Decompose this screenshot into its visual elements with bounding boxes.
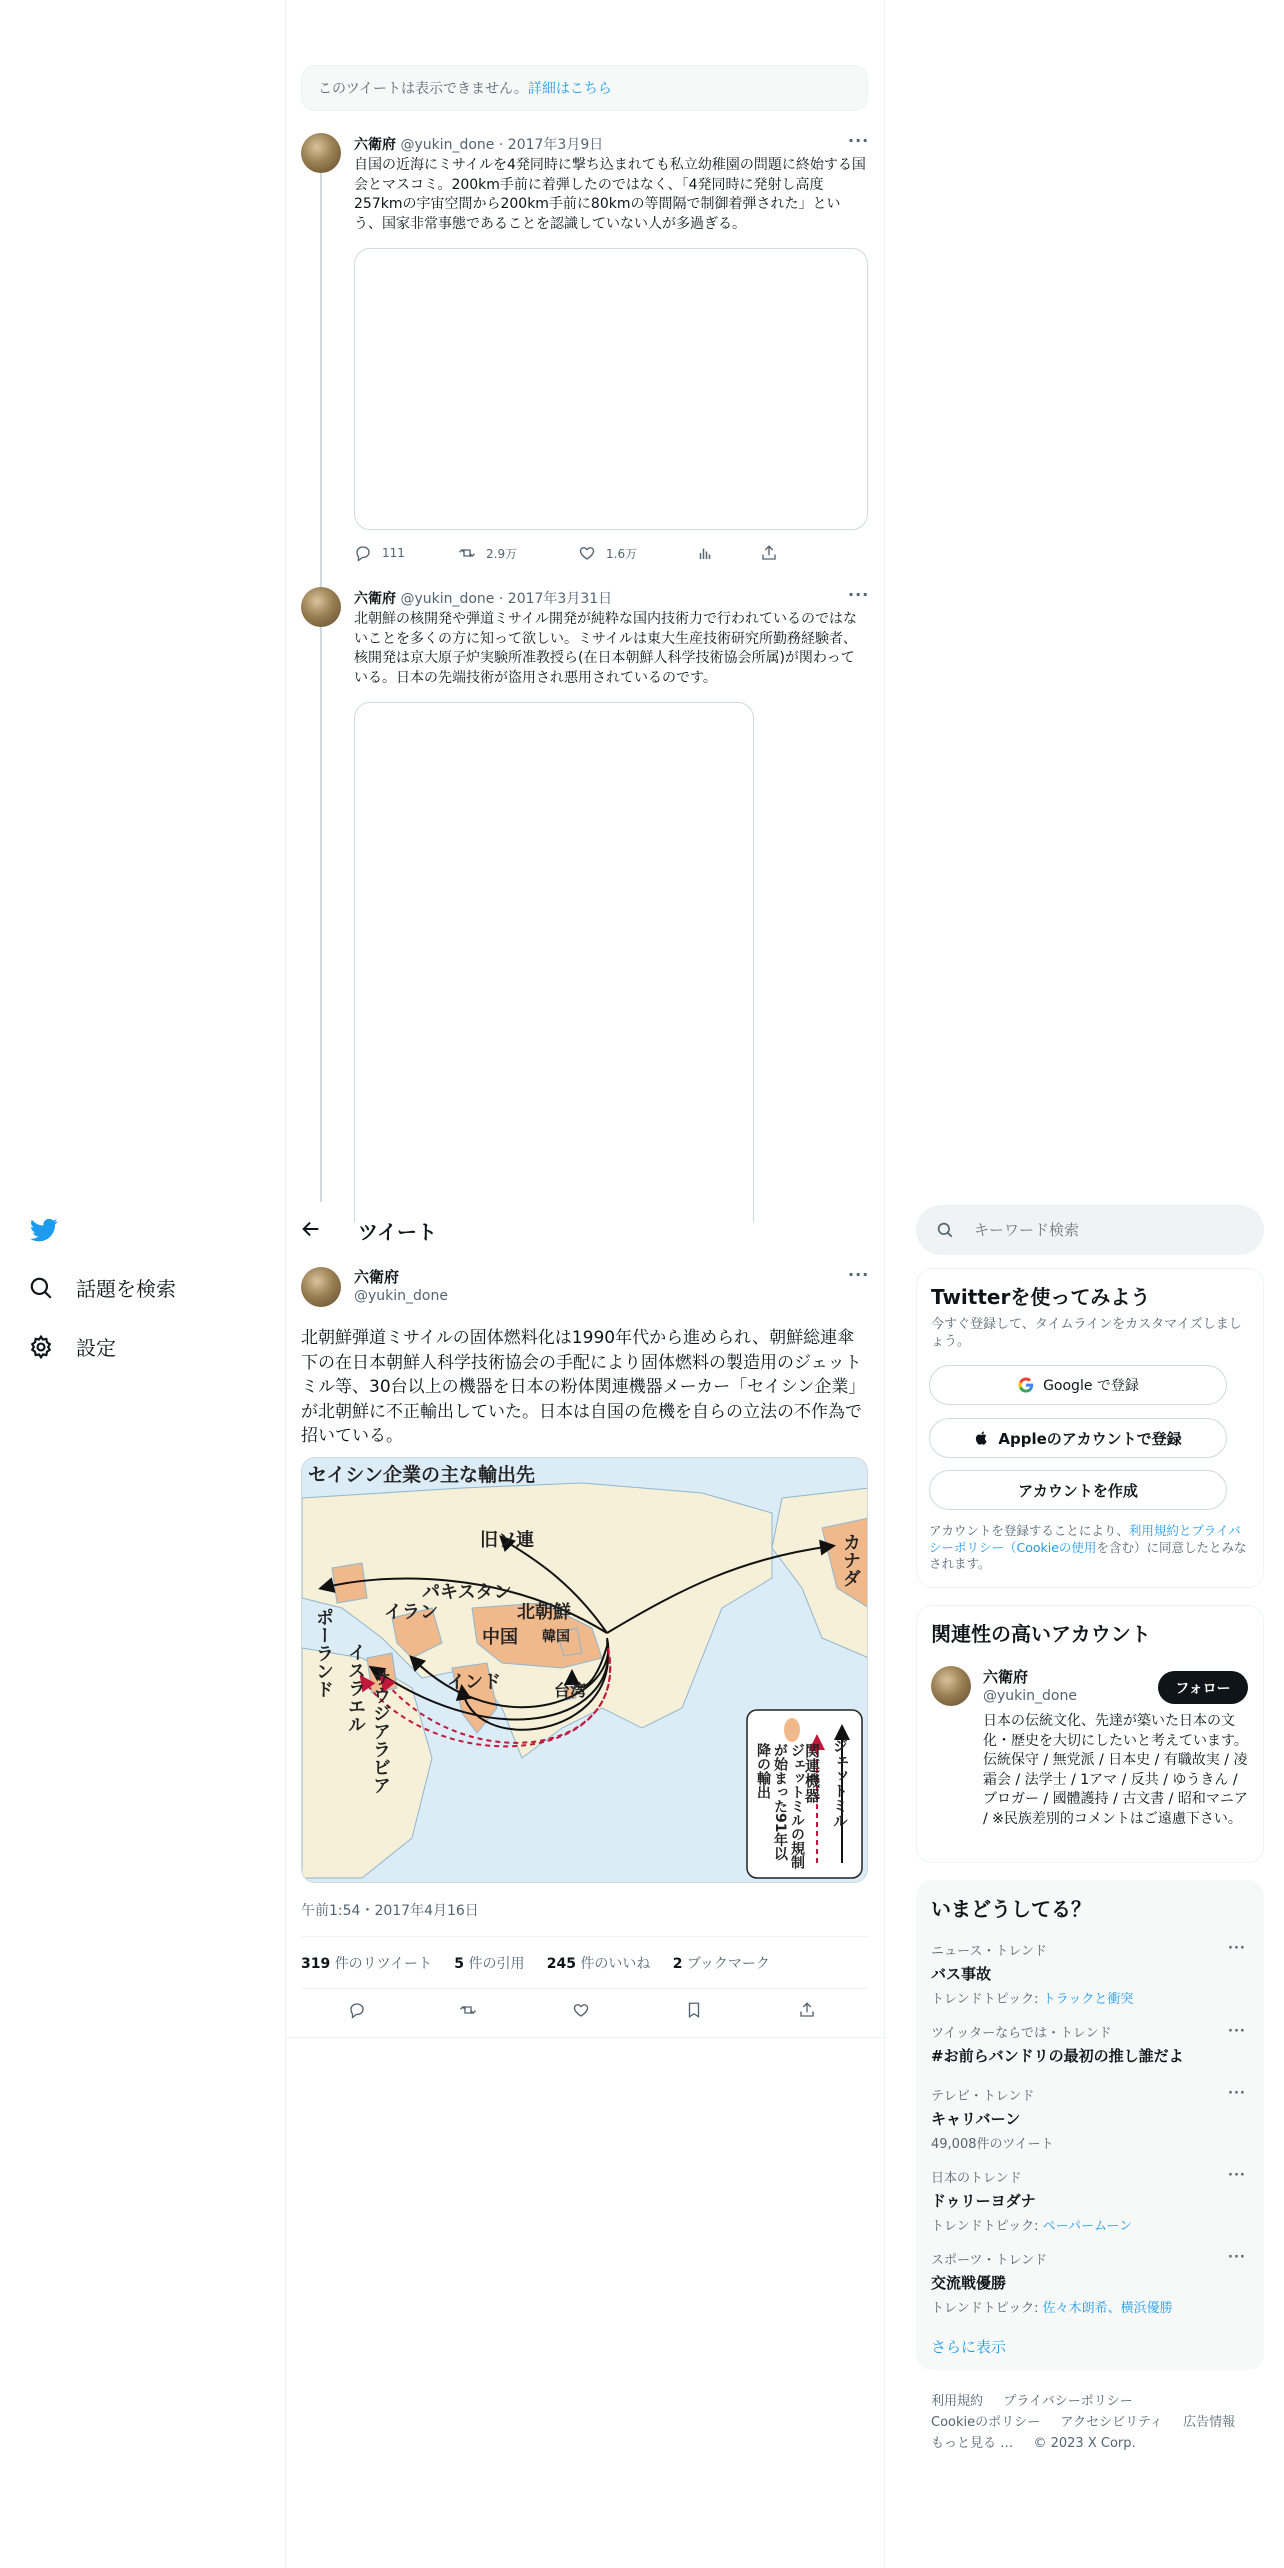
map-label-china: 中国 (482, 1627, 518, 1648)
create-account-label: アカウントを作成 (1018, 1481, 1138, 1500)
handle[interactable]: @yukin_done (400, 137, 495, 153)
trend-item[interactable] (931, 1940, 1261, 2007)
search-box[interactable] (916, 1205, 1264, 1255)
map-label-pakistan: パキスタン (422, 1582, 512, 1603)
follow-button[interactable]: フォロー (1158, 1671, 1248, 1704)
trend-item[interactable] (931, 2022, 1261, 2066)
related-title: 関連性の高いアカウント (931, 1622, 1151, 1646)
legend-related: 関連機器 (803, 1743, 821, 1803)
learn-more-link[interactable]: 詳細はこちら (527, 81, 612, 97)
share-icon (760, 544, 778, 562)
heart-icon (578, 544, 596, 562)
signup-subtitle: 今すぐ登録して、タイムラインをカスタマイズしましょう。 (931, 1317, 1242, 1349)
trend-item[interactable] (931, 2249, 1261, 2316)
trend-category: テレビ・トレンド (931, 2089, 1035, 2104)
footer-link[interactable]: Cookieのポリシー (931, 2415, 1041, 2430)
avatar[interactable] (931, 1666, 971, 1706)
thread-connector (320, 172, 322, 1202)
display-name[interactable]: 六衛府 (354, 591, 396, 607)
retweet-button[interactable] (458, 544, 517, 562)
more-options-icon[interactable]: ··· (848, 585, 870, 604)
twitter-bird-icon[interactable] (28, 1216, 60, 1244)
more-options-icon[interactable]: ··· (1228, 2168, 1246, 2183)
more-options-icon[interactable]: ··· (848, 1265, 870, 1284)
analytics-button[interactable] (696, 544, 714, 562)
like-button[interactable] (572, 2001, 590, 2019)
reply-button[interactable] (354, 544, 405, 562)
reply-icon (354, 544, 372, 562)
tweet-date[interactable]: 2017年3月9日 (507, 137, 604, 153)
trend-name: 交流戦優勝 (931, 2274, 1007, 2292)
search-input[interactable] (974, 1221, 1234, 1239)
share-button[interactable] (760, 544, 778, 562)
display-name[interactable]: 六衛府 (354, 1268, 400, 1286)
analytics-icon (696, 544, 714, 562)
divider (301, 1936, 868, 1937)
retweet-button[interactable] (459, 2001, 477, 2019)
trend-subtitle: トレンドトピック: ペーパームーン (931, 2219, 1133, 2234)
apple-signup-label: Appleのアカウントで登録 (998, 1429, 1182, 1448)
reply-icon (348, 2001, 366, 2019)
signup-title: Twitterを使ってみよう (931, 1285, 1151, 1309)
like-button[interactable] (578, 544, 637, 562)
tweet-date[interactable]: 2017年3月31日 (507, 591, 613, 607)
quotes-stat[interactable]: 5 件の引用 (454, 1956, 525, 1972)
trend-name: バス事故 (931, 1965, 992, 1983)
more-options-icon[interactable]: ··· (1228, 1941, 1246, 1956)
trend-name: キャリバーン (931, 2110, 1021, 2128)
handle[interactable]: @yukin_done (354, 1288, 448, 1304)
retweet-icon (459, 2001, 477, 2019)
footer-more-link[interactable]: もっと見る … (931, 2436, 1014, 2451)
main-tweet-text: 北朝鮮弾道ミサイルの固体燃料化は1990年代から進められ、朝鮮総連傘下の在日本朝鮮人科学技術協会の手配により固体燃料の製造用のジェットミル等、30台以上の機器を日本の粉体関連機器メーカー「セイシン企業」が北朝鮮に不正輸出していた。日本は自国の危機を自らの立法の不作為で招いている。 (301, 1328, 866, 1446)
tweet-stats (301, 1953, 770, 1973)
map-label-poland: ポーランド (313, 1608, 334, 1698)
handle[interactable]: @yukin_done (400, 591, 495, 607)
footer-link[interactable]: アクセシビリティ (1060, 2415, 1163, 2430)
page-title: ツイート (358, 1220, 437, 1244)
tweet-timestamp[interactable]: 午前1:54・2017年4月16日 (301, 1903, 479, 1919)
banner-text: このツイートは表示できません。 (318, 81, 528, 97)
map-label-saudi: サウジアラビア (370, 1668, 391, 1794)
map-label-iran: イラン (384, 1602, 438, 1623)
more-options-icon[interactable]: ··· (848, 131, 870, 150)
google-logo-icon (1017, 1376, 1035, 1394)
bookmark-button[interactable] (685, 2001, 703, 2019)
avatar[interactable] (301, 133, 341, 173)
sidebar-item-label: 設定 (76, 1336, 116, 1360)
divider (301, 1988, 868, 1989)
map-label-taiwan: 台湾 (554, 1681, 587, 1700)
footer-link[interactable]: 利用規約 (931, 2394, 984, 2409)
search-icon (936, 1221, 954, 1239)
related-bio: 日本の伝統文化、先達が築いた日本の文化・歴史を大切にしたいと考えています。伝統保守 / 無党派 / 日本史 / 有職故実 / 凌霜会 / 法学士 / 1アマ / 反共 / ゆうきん / ブロガー / 國體護持 / 古文書 / 昭和マニア / ※民族差別的コメントはご遠慮下さい。 (983, 1713, 1248, 1827)
map-label-soviet: 旧ソ連 (480, 1530, 534, 1551)
trend-category: スポーツ・トレンド (931, 2253, 1048, 2268)
map-label-israel: イスラエル (345, 1643, 366, 1733)
tweet-header: 六衛府 @yukin_done · 2017年3月9日 (354, 137, 604, 153)
footer-links (931, 2390, 1251, 2453)
map-title: セイシン企業の主な輸出先 (308, 1464, 535, 1486)
map-label-korea: 韓国 (542, 1629, 570, 1645)
copyright: © 2023 X Corp. (1033, 2436, 1136, 2451)
footer-link[interactable]: プライバシーポリシー (1003, 2394, 1133, 2409)
tweet-image-map[interactable] (301, 1457, 868, 1883)
apple-signup-button[interactable] (929, 1418, 1227, 1458)
legend-jetmill: ジェットミル (831, 1738, 849, 1828)
divider (285, 2037, 884, 2038)
right-column-divider (884, 0, 885, 2568)
trend-subtitle: トレンドトピック: トラックと衝突 (931, 1992, 1134, 2007)
tweet-header: 六衛府 @yukin_done · 2017年3月31日 (354, 591, 613, 607)
sidebar-item-explore[interactable] (28, 1273, 176, 1302)
tweet-text: 自国の近海にミサイルを4発同時に撃ち込まれても私立幼稚園の問題に終始する国会とマスコミ。200km手前に着弾したのではなく、「4発同時に発射し高度257kmの宇宙空間から200km手前に80kmの等間隔で制御着弾された」という、国家非常事態であることを認識していない人が多過ぎる。 (354, 157, 866, 232)
apple-logo-icon (974, 1430, 990, 1446)
retweet-icon (458, 544, 476, 562)
more-options-icon[interactable]: ··· (1228, 2086, 1246, 2101)
legend-since91: ジェットミルの規制が始まった91年以降の輸出 (755, 1743, 805, 1869)
more-options-icon[interactable]: ··· (1228, 2024, 1246, 2039)
map-label-india: インド (447, 1672, 501, 1693)
map-label-north-korea: 北朝鮮 (517, 1602, 571, 1623)
display-name[interactable]: 六衛府 (354, 137, 396, 153)
tweet-text: 北朝鮮の核開発や弾道ミサイル開発が純粋な国内技術力で行われているのではないことを多くの方に知って欲しい。ミサイルは東大生産技術研究所勤務経験者、核開発は京大原子炉実験所准教授ら(在日本朝鮮人科学技術協会所属)が関わっている。日本の先端技術が盗用され悪用されているのです。 (354, 611, 858, 686)
show-more-link[interactable]: さらに表示 (931, 2338, 1007, 2356)
avatar[interactable] (301, 587, 341, 627)
reply-button[interactable] (348, 2001, 366, 2019)
tweet-action-bar (301, 1998, 868, 2028)
trend-subtitle: 49,008件のツイート (931, 2137, 1054, 2152)
share-button[interactable] (798, 2001, 816, 2019)
google-signup-label: Google で登録 (1043, 1378, 1139, 1394)
retweets-stat[interactable]: 319 件のリツイート (301, 1956, 432, 1972)
terms-link[interactable]: 利用規約とプライバシーポリシー（Cookieの使用 (929, 1523, 1241, 1555)
reply-count: 111 (382, 546, 405, 560)
like-count: 1.6万 (606, 546, 638, 561)
sidebar-item-label: 話題を検索 (76, 1277, 176, 1301)
sidebar-item-settings[interactable] (28, 1332, 116, 1361)
search-icon (28, 1275, 54, 1301)
avatar[interactable] (301, 1267, 341, 1307)
related-name[interactable]: 六衛府 (983, 1668, 1029, 1686)
more-options-icon[interactable]: ··· (1228, 2250, 1246, 2265)
tweet-media[interactable] (354, 248, 868, 530)
create-account-button[interactable] (929, 1470, 1227, 1510)
map-label-canada: カナダ (840, 1533, 861, 1587)
back-arrow-icon[interactable] (300, 1218, 322, 1244)
trend-category: 日本のトレンド (931, 2171, 1022, 2186)
left-column-divider (285, 0, 286, 2568)
google-signup-button[interactable] (929, 1365, 1227, 1405)
trends-title: いまどうしてる？ (931, 1897, 1091, 1921)
share-icon (798, 2001, 816, 2019)
trend-category: ツイッターならでは・トレンド (931, 2026, 1112, 2041)
signup-terms: アカウントを登録することにより、利用規約とプライバシーポリシー（Cookieの使用を含む）に同意したとみなされます。 (929, 1523, 1247, 1571)
trend-name: #お前らバンドリの最初の推し誰だよ (931, 2047, 1184, 2065)
trend-item[interactable] (931, 2167, 1261, 2234)
trend-item[interactable] (931, 2085, 1261, 2152)
bookmark-icon (685, 2001, 703, 2019)
trend-name: ドゥリーヨダナ (931, 2192, 1036, 2210)
related-handle[interactable]: @yukin_done (983, 1688, 1077, 1704)
heart-icon (572, 2001, 590, 2019)
likes-stat[interactable]: 245 件のいいね (546, 1956, 651, 1972)
unavailable-tweet-banner (301, 65, 868, 111)
trend-subtitle: トレンドトピック: 佐々木朗希、横浜優勝 (931, 2301, 1173, 2316)
retweet-count: 2.9万 (486, 546, 518, 561)
trend-category: ニュース・トレンド (931, 1944, 1048, 1959)
footer-link[interactable]: 広告情報 (1183, 2415, 1236, 2430)
tweet-media[interactable] (354, 702, 754, 1222)
bookmarks-stat[interactable]: 2 ブックマーク (672, 1956, 770, 1972)
gear-icon (28, 1334, 54, 1360)
